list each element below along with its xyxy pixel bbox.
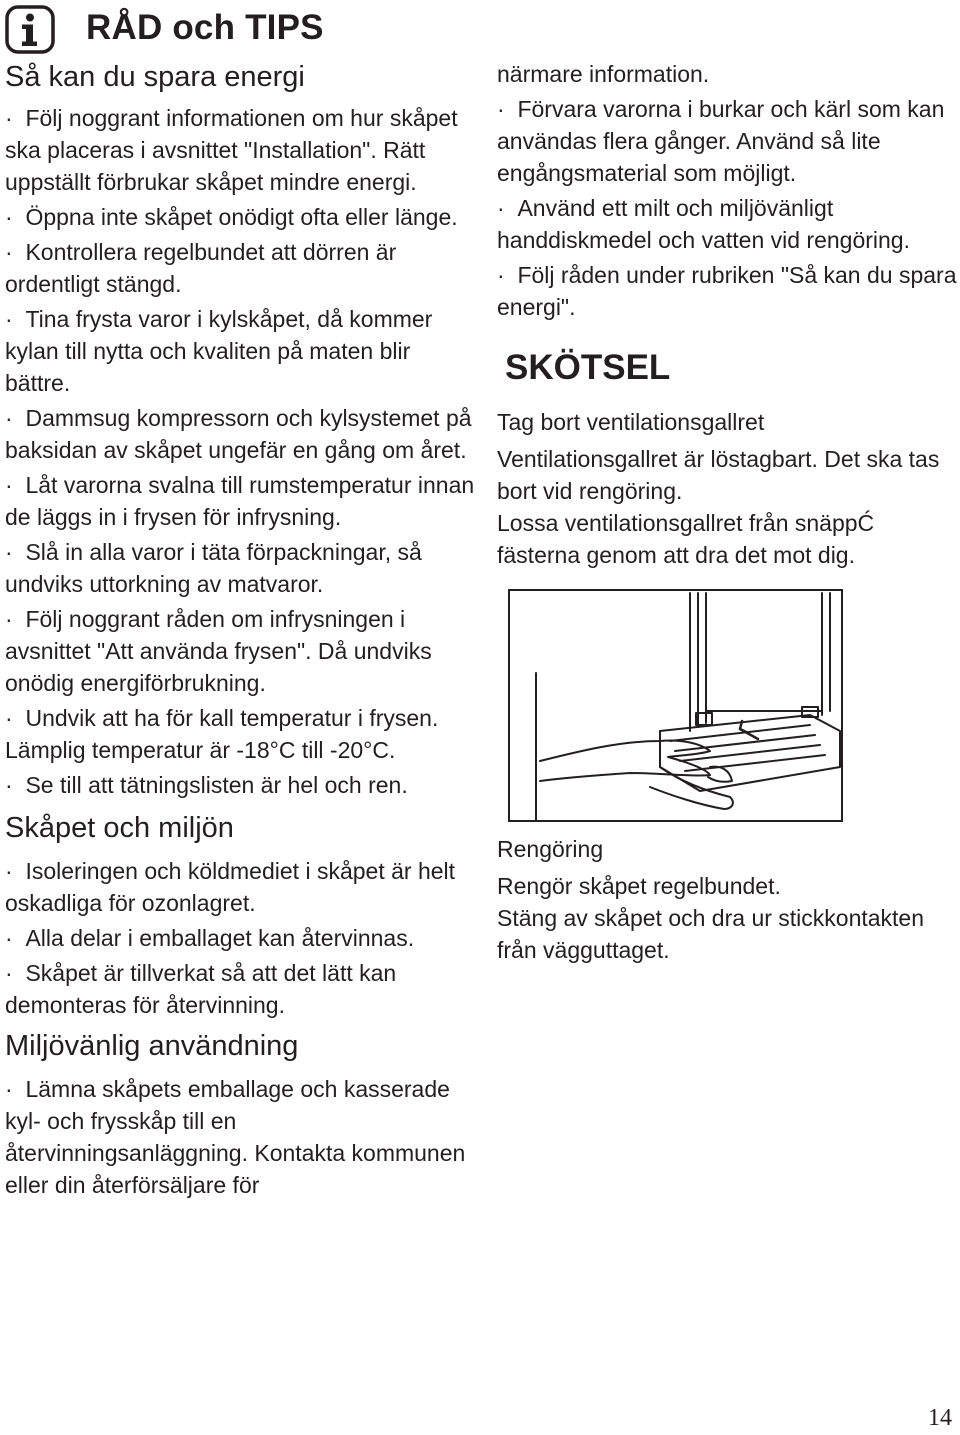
- list-item: · Följ noggrant råden om infrysningen i avsnittet "Att använda frysen". Då undviks onödig energiförbrukning.: [5, 603, 475, 699]
- list-item: · Följ råden under rubriken "Så kan du spara energi".: [497, 259, 957, 323]
- eco-use-list: [5, 1073, 475, 1201]
- list-item: · Förvara varorna i burkar och kärl som kan användas flera gånger. Använd så lite engångsmaterial som möjligt.: [497, 93, 957, 189]
- list-item: · Skåpet är tillverkat så att det lätt kan demonteras för återvinning.: [5, 957, 475, 1021]
- cleaning-text: Rengör skåpet regelbundet.: [497, 873, 781, 899]
- vent-grille-drawing: [510, 591, 841, 820]
- list-item: · Isoleringen och köldmediet i skåpet är helt oskadliga för ozonlagret.: [5, 855, 475, 919]
- vent-text: Lossa ventilationsgallret från snäppĆ fästerna genom att dra det mot dig.: [497, 510, 875, 568]
- list-item: · Slå in alla varor i täta förpackningar, så undviks uttorkning av matvaror.: [5, 536, 475, 600]
- list-item: · Dammsug kompressorn och kylsystemet på baksidan av skåpet ungefär en gång om året.: [5, 402, 475, 466]
- vent-grille-illustration: [508, 589, 843, 822]
- eco-use-heading: Miljövänlig användning: [5, 1030, 299, 1062]
- right-column: [497, 58, 957, 966]
- list-item: · Lämna skåpets emballage och kasserade kyl- och frysskåp till en återvinningsanläggning. Kontakta kommunen eller din återförsäljare för: [5, 1073, 475, 1201]
- list-item: · Se till att tätningslisten är hel och ren.: [5, 769, 475, 801]
- environment-list: [5, 855, 475, 1021]
- list-item: · Öppna inte skåpet onödigt ofta eller länge.: [5, 201, 475, 233]
- left-column: [5, 60, 475, 1204]
- list-item: · Alla delar i emballaget kan återvinnas.: [5, 922, 475, 954]
- list-item: · Undvik att ha för kall temperatur i frysen. Lämplig temperatur är -18°C till -20°C.: [5, 702, 475, 766]
- page-number: 14: [928, 1405, 952, 1431]
- list-item: · Låt varorna svalna till rumstemperatur innan de läggs in i frysen för infrysning.: [5, 469, 475, 533]
- energy-list: [5, 102, 475, 801]
- care-heading: SKÖTSEL: [505, 348, 671, 387]
- info-icon: [5, 4, 55, 54]
- vent-heading: Tag bort ventilationsgallret: [497, 409, 765, 435]
- environment-heading: Skåpet och miljön: [5, 812, 234, 844]
- list-item: · Kontrollera regelbundet att dörren är ordentligt stängd.: [5, 236, 475, 300]
- cleaning-text: Stäng av skåpet och dra ur stickkontakten från vägguttaget.: [497, 905, 925, 963]
- cleaning-heading: Rengöring: [497, 836, 604, 862]
- list-item: · Tina frysta varor i kylskåpet, då kommer kylan till nytta och kvaliten på maten blir bättre.: [5, 303, 475, 399]
- energy-heading: Så kan du spara energi: [5, 61, 305, 93]
- list-item: · Följ noggrant informationen om hur skåpet ska placeras i avsnittet "Installation". Rätt uppställt förbrukar skåpet mindre energi.: [5, 102, 475, 198]
- continued-text: närmare information.: [497, 61, 710, 87]
- eco-use-list-continued: [497, 93, 957, 323]
- page-title: RÅD och TIPS: [86, 8, 324, 47]
- list-item: · Använd ett milt och miljövänligt handdiskmedel och vatten vid rengöring.: [497, 192, 957, 256]
- vent-text: Ventilationsgallret är löstagbart. Det ska tas bort vid rengöring.: [497, 446, 940, 504]
